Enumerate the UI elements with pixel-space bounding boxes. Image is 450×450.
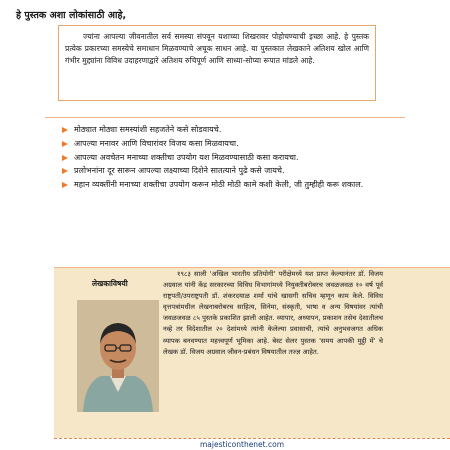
bullet-text: महान व्यक्तींनी मनाच्या शक्तीचा उपयोग करून मोठी मोठी कामे कशी केली, जी तुम्हीही करू शकाल. (74, 180, 364, 190)
footer-url[interactable]: majesticonthenet.com (200, 440, 285, 449)
arrow-icon (62, 127, 68, 133)
divider (45, 117, 405, 118)
arrow-icon (62, 155, 68, 161)
bullet-text: आपल्या अवचेतन मनाच्या शक्तीचा उपयोग यश मिळवण्यासाठी कसा करायचा. (74, 152, 299, 162)
heading: हे पुस्तक अशा लोकांसाठी आहे, (16, 10, 127, 21)
bottom-dashed-rule (54, 438, 450, 439)
bullet-item (62, 165, 392, 177)
bullet-text: प्रलोभनांना दूर सारून आपल्या लक्ष्याच्या दिशेने सातत्याने पुढे कसे जायचे. (74, 166, 285, 176)
intro-box: ज्यांना आपल्या जीवनातील सर्व समस्या संपवून यशाच्या शिखरावर पोहोचण्याची इच्छा आहे. हे पुस्तक प्रत्येक प्रकारच्या समस्येचे समाधान मिळवण्याचे अचूक साधन आहे. या पुस्तकात लेखकाने अतिशय खोल आणि गंभीर मुद्द्यांना विविध उदाहरणाद्वारे अतिशय रुचिपूर्ण आणि साध्या-सोप्या रूपात मांडले आहे. (58, 25, 376, 101)
author-photo (77, 300, 159, 412)
bullet-item (62, 179, 392, 191)
bullet-list (62, 124, 392, 193)
bullet-item (62, 152, 392, 164)
arrow-icon (62, 182, 68, 188)
arrow-icon (62, 168, 68, 174)
author-portrait-image (77, 300, 159, 412)
bullet-item (62, 138, 392, 150)
author-label: लेखकाविषयी (92, 279, 128, 288)
arrow-icon (62, 141, 68, 147)
bullet-text: आपल्या मनावर आणि विचारांवर विजय कसा मिळवायचा. (74, 138, 239, 148)
author-bio: १९८३ साली 'अखिल भारतीय प्रतियोगी' परीक्षेमध्ये यश प्राप्त केल्यानंतर डॉ. विजय अग्रवाल यांनी केंद्र सरकारच्या विविध विभागांमध्ये नियुक्तीबरोबरच जवळजवळ १० वर्ष पूर्व राष्ट्रपती/उपराष्ट्रपती डॉ. शंकरदयाळ शर्मा यांचे खासगी सचिव म्हणून काम केले. विविध वृत्तपत्रांमधील लेखनाबरोबरच साहित्य, सिनेमा, संस्कृती, भाषा व अन्य विषयांवर त्यांची जवळजवळ ८५ पुस्तके प्रकाशित झाली आहेत. व्यापार, अध्यापन, प्रकाशन तसेच देशातीलच नव्हे तर विदेशातील २० देशांमध्ये त्यांनी केलेल्या प्रवासाची, त्यांचे अनुभवजगत अधिक व्यापक बनवण्यात महत्त्वपूर्ण भूमिका आहे. बेस्ट सेलर पुस्तक 'समय आपकी मुट्ठी में' चे लेखक डॉ. विजय अग्रवाल जीवन-प्रबंधन विषयातील तज्ज्ञ आहेत. (163, 270, 383, 356)
bullet-item (62, 124, 392, 136)
bullet-text: मोठ्यात मोठ्या समस्यांशी सहजतेने कसे सोडवायचे. (74, 125, 222, 134)
